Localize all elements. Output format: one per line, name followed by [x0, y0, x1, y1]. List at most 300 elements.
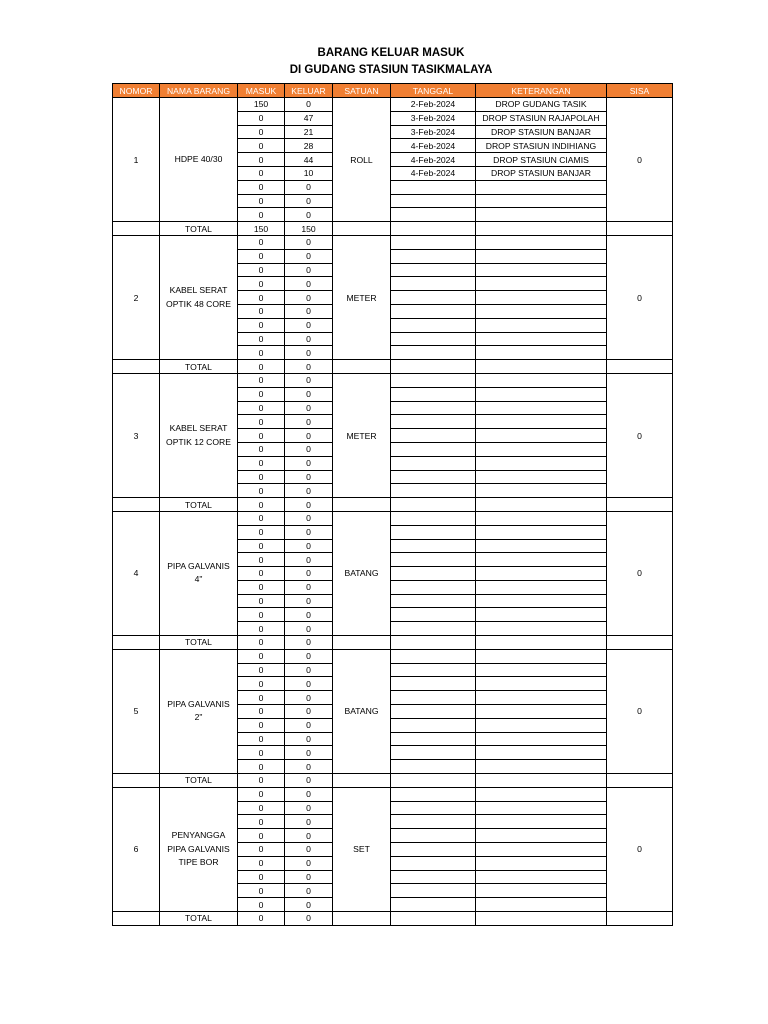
item-name-cell[interactable] — [160, 373, 238, 497]
masuk-cell[interactable]: 0 — [238, 677, 285, 691]
masuk-cell[interactable]: 0 — [238, 387, 285, 401]
table-row — [113, 373, 673, 387]
keterangan-cell[interactable] — [476, 787, 607, 801]
keterangan-cell[interactable]: DROP STASIUN BANJAR — [476, 166, 607, 180]
col-header-sisa[interactable]: SISA — [607, 84, 673, 98]
keluar-cell[interactable]: 0 — [285, 98, 333, 112]
col-header-satuan[interactable]: SATUAN — [333, 84, 391, 98]
keluar-cell[interactable]: 0 — [285, 332, 333, 346]
keterangan-cell[interactable]: DROP STASIUN RAJAPOLAH — [476, 111, 607, 125]
keluar-cell[interactable]: 0 — [285, 318, 333, 332]
masuk-cell[interactable]: 150 — [238, 98, 285, 112]
tanggal-cell[interactable] — [391, 249, 476, 263]
tanggal-cell[interactable] — [391, 442, 476, 456]
tanggal-cell[interactable] — [391, 263, 476, 277]
total-empty-cell[interactable] — [113, 636, 160, 650]
keluar-cell[interactable]: 0 — [285, 235, 333, 249]
total-empty-cell[interactable] — [333, 222, 391, 236]
total-empty-cell[interactable] — [333, 360, 391, 374]
item-name-cell[interactable] — [160, 98, 238, 222]
keterangan-cell[interactable] — [476, 525, 607, 539]
keterangan-cell[interactable]: DROP STASIUN CIAMIS — [476, 153, 607, 167]
tanggal-cell[interactable] — [391, 856, 476, 870]
tanggal-cell[interactable] — [391, 525, 476, 539]
masuk-cell[interactable]: 0 — [238, 208, 285, 222]
masuk-cell[interactable]: 0 — [238, 415, 285, 429]
item-number-cell[interactable]: 3 — [113, 373, 160, 497]
masuk-cell[interactable]: 0 — [238, 180, 285, 194]
keluar-cell[interactable]: 0 — [285, 429, 333, 443]
total-empty-cell[interactable] — [476, 498, 607, 512]
keterangan-cell[interactable] — [476, 539, 607, 553]
tanggal-cell[interactable] — [391, 235, 476, 249]
masuk-cell[interactable]: 0 — [238, 580, 285, 594]
total-empty-cell[interactable] — [476, 222, 607, 236]
col-header-keterangan[interactable]: KETERANGAN — [476, 84, 607, 98]
keluar-cell[interactable]: 0 — [285, 484, 333, 498]
tanggal-cell[interactable] — [391, 470, 476, 484]
keluar-cell[interactable]: 0 — [285, 442, 333, 456]
keterangan-cell[interactable] — [476, 429, 607, 443]
satuan-cell[interactable]: BATANG — [333, 649, 391, 773]
masuk-cell[interactable]: 0 — [238, 815, 285, 829]
keluar-cell[interactable]: 10 — [285, 166, 333, 180]
keluar-cell[interactable]: 0 — [285, 677, 333, 691]
masuk-cell[interactable]: 0 — [238, 263, 285, 277]
total-empty-cell[interactable] — [391, 912, 476, 926]
table-row — [113, 787, 673, 801]
masuk-cell[interactable]: 0 — [238, 291, 285, 305]
tanggal-cell[interactable] — [391, 553, 476, 567]
masuk-cell[interactable]: 0 — [238, 166, 285, 180]
keterangan-cell[interactable] — [476, 208, 607, 222]
total-empty-cell[interactable] — [113, 360, 160, 374]
keterangan-cell[interactable] — [476, 746, 607, 760]
col-header-nama-barang[interactable]: NAMA BARANG — [160, 84, 238, 98]
keluar-cell[interactable]: 0 — [285, 856, 333, 870]
total-empty-cell[interactable] — [391, 636, 476, 650]
keterangan-cell[interactable] — [476, 401, 607, 415]
total-keluar-cell[interactable]: 0 — [285, 360, 333, 374]
masuk-cell[interactable]: 0 — [238, 760, 285, 774]
keterangan-cell[interactable]: DROP STASIUN BANJAR — [476, 125, 607, 139]
keterangan-cell[interactable] — [476, 663, 607, 677]
total-row — [113, 774, 673, 788]
satuan-cell[interactable]: SET — [333, 787, 391, 911]
keluar-cell[interactable]: 0 — [285, 567, 333, 581]
col-header-nomor[interactable]: NOMOR — [113, 84, 160, 98]
item-name-line: PENYANGGA — [171, 830, 226, 841]
total-empty-cell[interactable] — [607, 912, 673, 926]
keluar-cell[interactable]: 0 — [285, 291, 333, 305]
keluar-cell[interactable]: 0 — [285, 663, 333, 677]
item-number-cell[interactable]: 6 — [113, 787, 160, 911]
keterangan-cell[interactable] — [476, 415, 607, 429]
masuk-cell[interactable]: 0 — [238, 373, 285, 387]
keluar-cell[interactable]: 0 — [285, 705, 333, 719]
tanggal-cell[interactable] — [391, 594, 476, 608]
keluar-cell[interactable]: 0 — [285, 456, 333, 470]
keluar-cell[interactable]: 0 — [285, 843, 333, 857]
total-empty-cell[interactable] — [391, 360, 476, 374]
masuk-cell[interactable]: 0 — [238, 856, 285, 870]
total-empty-cell[interactable] — [607, 774, 673, 788]
col-header-tanggal[interactable]: TANGGAL — [391, 84, 476, 98]
keterangan-cell[interactable] — [476, 760, 607, 774]
masuk-cell[interactable]: 0 — [238, 525, 285, 539]
total-empty-cell[interactable] — [333, 498, 391, 512]
keterangan-cell[interactable] — [476, 677, 607, 691]
total-row — [113, 498, 673, 512]
col-header-masuk[interactable]: MASUK — [238, 84, 285, 98]
keterangan-cell[interactable] — [476, 235, 607, 249]
total-empty-cell[interactable] — [333, 912, 391, 926]
masuk-cell[interactable]: 0 — [238, 898, 285, 912]
keterangan-cell[interactable] — [476, 194, 607, 208]
satuan-cell[interactable]: BATANG — [333, 511, 391, 635]
keluar-cell[interactable]: 0 — [285, 249, 333, 263]
tanggal-cell[interactable] — [391, 332, 476, 346]
total-keluar-cell[interactable]: 0 — [285, 912, 333, 926]
tanggal-cell[interactable] — [391, 608, 476, 622]
tanggal-cell[interactable]: 3-Feb-2024 — [391, 125, 476, 139]
keluar-cell[interactable]: 28 — [285, 139, 333, 153]
keterangan-cell[interactable] — [476, 608, 607, 622]
item-number-cell[interactable]: 1 — [113, 98, 160, 222]
keterangan-cell[interactable] — [476, 484, 607, 498]
total-row — [113, 222, 673, 236]
keluar-cell[interactable]: 0 — [285, 760, 333, 774]
tanggal-cell[interactable] — [391, 898, 476, 912]
masuk-cell[interactable]: 0 — [238, 401, 285, 415]
item-number-cell[interactable]: 5 — [113, 649, 160, 773]
keluar-cell[interactable]: 0 — [285, 263, 333, 277]
tanggal-cell[interactable] — [391, 622, 476, 636]
keluar-cell[interactable]: 0 — [285, 511, 333, 525]
keluar-cell[interactable]: 0 — [285, 194, 333, 208]
keterangan-cell[interactable] — [476, 553, 607, 567]
tanggal-cell[interactable] — [391, 415, 476, 429]
total-empty-cell[interactable] — [476, 774, 607, 788]
tanggal-cell[interactable] — [391, 815, 476, 829]
tanggal-cell[interactable]: 4-Feb-2024 — [391, 153, 476, 167]
satuan-cell[interactable]: METER — [333, 235, 391, 359]
satuan-cell[interactable]: METER — [333, 373, 391, 497]
keluar-cell[interactable]: 44 — [285, 153, 333, 167]
total-masuk-cell[interactable]: 0 — [238, 912, 285, 926]
tanggal-cell[interactable] — [391, 456, 476, 470]
masuk-cell[interactable]: 0 — [238, 594, 285, 608]
masuk-cell[interactable]: 0 — [238, 870, 285, 884]
keterangan-cell[interactable] — [476, 691, 607, 705]
masuk-cell[interactable]: 0 — [238, 484, 285, 498]
tanggal-cell[interactable] — [391, 580, 476, 594]
masuk-cell[interactable]: 0 — [238, 470, 285, 484]
keluar-cell[interactable]: 0 — [285, 525, 333, 539]
tanggal-cell[interactable] — [391, 663, 476, 677]
tanggal-cell[interactable] — [391, 539, 476, 553]
keluar-cell[interactable]: 0 — [285, 401, 333, 415]
tanggal-cell[interactable] — [391, 843, 476, 857]
item-name-cell[interactable] — [160, 511, 238, 635]
masuk-cell[interactable]: 0 — [238, 429, 285, 443]
keluar-cell[interactable]: 21 — [285, 125, 333, 139]
masuk-cell[interactable]: 0 — [238, 732, 285, 746]
keterangan-cell[interactable] — [476, 346, 607, 360]
keluar-cell[interactable]: 0 — [285, 553, 333, 567]
masuk-cell[interactable]: 0 — [238, 829, 285, 843]
keterangan-cell[interactable] — [476, 567, 607, 581]
masuk-cell[interactable]: 0 — [238, 663, 285, 677]
masuk-cell[interactable]: 0 — [238, 139, 285, 153]
keluar-cell[interactable]: 0 — [285, 594, 333, 608]
keterangan-cell[interactable] — [476, 705, 607, 719]
keterangan-cell[interactable] — [476, 801, 607, 815]
tanggal-cell[interactable] — [391, 346, 476, 360]
keluar-cell[interactable]: 0 — [285, 870, 333, 884]
keterangan-cell[interactable]: DROP STASIUN INDIHIANG — [476, 139, 607, 153]
tanggal-cell[interactable] — [391, 870, 476, 884]
keterangan-cell[interactable] — [476, 829, 607, 843]
masuk-cell[interactable]: 0 — [238, 346, 285, 360]
keluar-cell[interactable]: 0 — [285, 580, 333, 594]
sisa-cell[interactable]: 0 — [607, 235, 673, 359]
total-empty-cell[interactable] — [476, 360, 607, 374]
keterangan-cell[interactable] — [476, 291, 607, 305]
total-masuk-cell[interactable]: 0 — [238, 636, 285, 650]
total-empty-cell[interactable] — [333, 774, 391, 788]
item-number-cell[interactable]: 4 — [113, 511, 160, 635]
keterangan-cell[interactable] — [476, 815, 607, 829]
tanggal-cell[interactable] — [391, 291, 476, 305]
satuan-cell[interactable]: ROLL — [333, 98, 391, 222]
item-number-cell[interactable]: 2 — [113, 235, 160, 359]
keterangan-cell[interactable] — [476, 594, 607, 608]
tanggal-cell[interactable] — [391, 801, 476, 815]
total-empty-cell[interactable] — [391, 498, 476, 512]
tanggal-cell[interactable]: 4-Feb-2024 — [391, 139, 476, 153]
masuk-cell[interactable]: 0 — [238, 884, 285, 898]
masuk-cell[interactable]: 0 — [238, 235, 285, 249]
keterangan-cell[interactable] — [476, 856, 607, 870]
keluar-cell[interactable]: 0 — [285, 608, 333, 622]
total-empty-cell[interactable] — [476, 636, 607, 650]
tanggal-cell[interactable]: 2-Feb-2024 — [391, 98, 476, 112]
keluar-cell[interactable]: 0 — [285, 732, 333, 746]
keterangan-cell[interactable] — [476, 387, 607, 401]
keluar-cell[interactable]: 47 — [285, 111, 333, 125]
total-masuk-cell[interactable]: 150 — [238, 222, 285, 236]
keterangan-cell[interactable] — [476, 373, 607, 387]
masuk-cell[interactable]: 0 — [238, 125, 285, 139]
total-empty-cell[interactable] — [333, 636, 391, 650]
total-masuk-cell[interactable]: 0 — [238, 360, 285, 374]
keterangan-cell[interactable] — [476, 249, 607, 263]
keterangan-cell[interactable] — [476, 442, 607, 456]
masuk-cell[interactable]: 0 — [238, 304, 285, 318]
tanggal-cell[interactable] — [391, 746, 476, 760]
keluar-cell[interactable]: 0 — [285, 801, 333, 815]
keluar-cell[interactable]: 0 — [285, 787, 333, 801]
masuk-cell[interactable]: 0 — [238, 277, 285, 291]
total-empty-cell[interactable] — [607, 636, 673, 650]
tanggal-cell[interactable] — [391, 318, 476, 332]
tanggal-cell[interactable] — [391, 829, 476, 843]
tanggal-cell[interactable] — [391, 429, 476, 443]
masuk-cell[interactable]: 0 — [238, 153, 285, 167]
total-keluar-cell[interactable]: 0 — [285, 774, 333, 788]
keterangan-cell[interactable] — [476, 304, 607, 318]
total-empty-cell[interactable] — [391, 222, 476, 236]
total-masuk-cell[interactable]: 0 — [238, 774, 285, 788]
document-subtitle: DI GUDANG STASIUN TASIKMALAYA — [289, 64, 493, 76]
keterangan-cell[interactable] — [476, 718, 607, 732]
tanggal-cell[interactable] — [391, 718, 476, 732]
keluar-cell[interactable]: 0 — [285, 718, 333, 732]
keterangan-cell[interactable] — [476, 332, 607, 346]
keterangan-cell[interactable] — [476, 263, 607, 277]
sisa-cell[interactable]: 0 — [607, 649, 673, 773]
keluar-cell[interactable]: 0 — [285, 691, 333, 705]
masuk-cell[interactable]: 0 — [238, 622, 285, 636]
total-empty-cell[interactable] — [476, 912, 607, 926]
sisa-cell[interactable]: 0 — [607, 787, 673, 911]
masuk-cell[interactable]: 0 — [238, 332, 285, 346]
keluar-cell[interactable]: 0 — [285, 373, 333, 387]
masuk-cell[interactable]: 0 — [238, 746, 285, 760]
total-empty-cell[interactable] — [113, 498, 160, 512]
keterangan-cell[interactable] — [476, 277, 607, 291]
tanggal-cell[interactable] — [391, 691, 476, 705]
tanggal-cell[interactable] — [391, 484, 476, 498]
tanggal-cell[interactable] — [391, 567, 476, 581]
tanggal-cell[interactable] — [391, 401, 476, 415]
total-empty-cell[interactable] — [607, 360, 673, 374]
total-masuk-cell[interactable]: 0 — [238, 498, 285, 512]
keluar-cell[interactable]: 0 — [285, 815, 333, 829]
keterangan-cell[interactable] — [476, 870, 607, 884]
keterangan-cell[interactable] — [476, 884, 607, 898]
tanggal-cell[interactable] — [391, 208, 476, 222]
keterangan-cell[interactable] — [476, 470, 607, 484]
tanggal-cell[interactable] — [391, 387, 476, 401]
sisa-cell[interactable]: 0 — [607, 98, 673, 222]
keterangan-cell[interactable] — [476, 580, 607, 594]
keluar-cell[interactable]: 0 — [285, 746, 333, 760]
col-header-keluar[interactable]: KELUAR — [285, 84, 333, 98]
keluar-cell[interactable]: 0 — [285, 884, 333, 898]
masuk-cell[interactable]: 0 — [238, 318, 285, 332]
tanggal-cell[interactable] — [391, 194, 476, 208]
tanggal-cell[interactable] — [391, 705, 476, 719]
item-name-cell[interactable] — [160, 235, 238, 359]
total-keluar-cell[interactable]: 150 — [285, 222, 333, 236]
tanggal-cell[interactable] — [391, 677, 476, 691]
total-keluar-cell[interactable]: 0 — [285, 636, 333, 650]
tanggal-cell[interactable] — [391, 787, 476, 801]
keluar-cell[interactable]: 0 — [285, 649, 333, 663]
keluar-cell[interactable]: 0 — [285, 208, 333, 222]
masuk-cell[interactable]: 0 — [238, 691, 285, 705]
keterangan-cell[interactable] — [476, 898, 607, 912]
keluar-cell[interactable]: 0 — [285, 387, 333, 401]
keluar-cell[interactable]: 0 — [285, 304, 333, 318]
keterangan-cell[interactable] — [476, 180, 607, 194]
tanggal-cell[interactable]: 3-Feb-2024 — [391, 111, 476, 125]
keterangan-cell[interactable] — [476, 649, 607, 663]
tanggal-cell[interactable]: 4-Feb-2024 — [391, 166, 476, 180]
keluar-cell[interactable]: 0 — [285, 539, 333, 553]
total-keluar-cell[interactable]: 0 — [285, 498, 333, 512]
masuk-cell[interactable]: 0 — [238, 718, 285, 732]
total-empty-cell[interactable] — [607, 222, 673, 236]
tanggal-cell[interactable] — [391, 732, 476, 746]
keluar-cell[interactable]: 0 — [285, 622, 333, 636]
keterangan-cell[interactable] — [476, 456, 607, 470]
item-name-line: 4" — [194, 574, 203, 585]
total-row — [113, 360, 673, 374]
keterangan-cell[interactable]: DROP GUDANG TASIK — [476, 98, 607, 112]
keluar-cell[interactable]: 0 — [285, 415, 333, 429]
tanggal-cell[interactable] — [391, 373, 476, 387]
tanggal-cell[interactable] — [391, 511, 476, 525]
masuk-cell[interactable]: 0 — [238, 111, 285, 125]
masuk-cell[interactable]: 0 — [238, 649, 285, 663]
tanggal-cell[interactable] — [391, 884, 476, 898]
keluar-cell[interactable]: 0 — [285, 898, 333, 912]
masuk-cell[interactable]: 0 — [238, 456, 285, 470]
keluar-cell[interactable]: 0 — [285, 829, 333, 843]
total-empty-cell[interactable] — [113, 774, 160, 788]
keluar-cell[interactable]: 0 — [285, 277, 333, 291]
tanggal-cell[interactable] — [391, 649, 476, 663]
masuk-cell[interactable]: 0 — [238, 843, 285, 857]
sisa-cell[interactable]: 0 — [607, 373, 673, 497]
masuk-cell[interactable]: 0 — [238, 787, 285, 801]
sisa-cell[interactable]: 0 — [607, 511, 673, 635]
masuk-cell[interactable]: 0 — [238, 705, 285, 719]
keterangan-cell[interactable] — [476, 732, 607, 746]
keluar-cell[interactable]: 0 — [285, 346, 333, 360]
keterangan-cell[interactable] — [476, 318, 607, 332]
keterangan-cell[interactable] — [476, 622, 607, 636]
keterangan-cell[interactable] — [476, 843, 607, 857]
tanggal-cell[interactable] — [391, 304, 476, 318]
total-empty-cell[interactable] — [113, 912, 160, 926]
tanggal-cell[interactable] — [391, 760, 476, 774]
masuk-cell[interactable]: 0 — [238, 539, 285, 553]
keluar-cell[interactable]: 0 — [285, 180, 333, 194]
masuk-cell[interactable]: 0 — [238, 553, 285, 567]
item-name-cell[interactable] — [160, 787, 238, 911]
total-empty-cell[interactable] — [113, 222, 160, 236]
total-empty-cell[interactable] — [391, 774, 476, 788]
item-name-cell[interactable] — [160, 649, 238, 773]
tanggal-cell[interactable] — [391, 277, 476, 291]
masuk-cell[interactable]: 0 — [238, 442, 285, 456]
total-row — [113, 912, 673, 926]
keterangan-cell[interactable] — [476, 511, 607, 525]
masuk-cell[interactable]: 0 — [238, 567, 285, 581]
tanggal-cell[interactable] — [391, 180, 476, 194]
keluar-cell[interactable]: 0 — [285, 470, 333, 484]
masuk-cell[interactable]: 0 — [238, 249, 285, 263]
total-empty-cell[interactable] — [607, 498, 673, 512]
masuk-cell[interactable]: 0 — [238, 194, 285, 208]
masuk-cell[interactable]: 0 — [238, 511, 285, 525]
masuk-cell[interactable]: 0 — [238, 608, 285, 622]
masuk-cell[interactable]: 0 — [238, 801, 285, 815]
